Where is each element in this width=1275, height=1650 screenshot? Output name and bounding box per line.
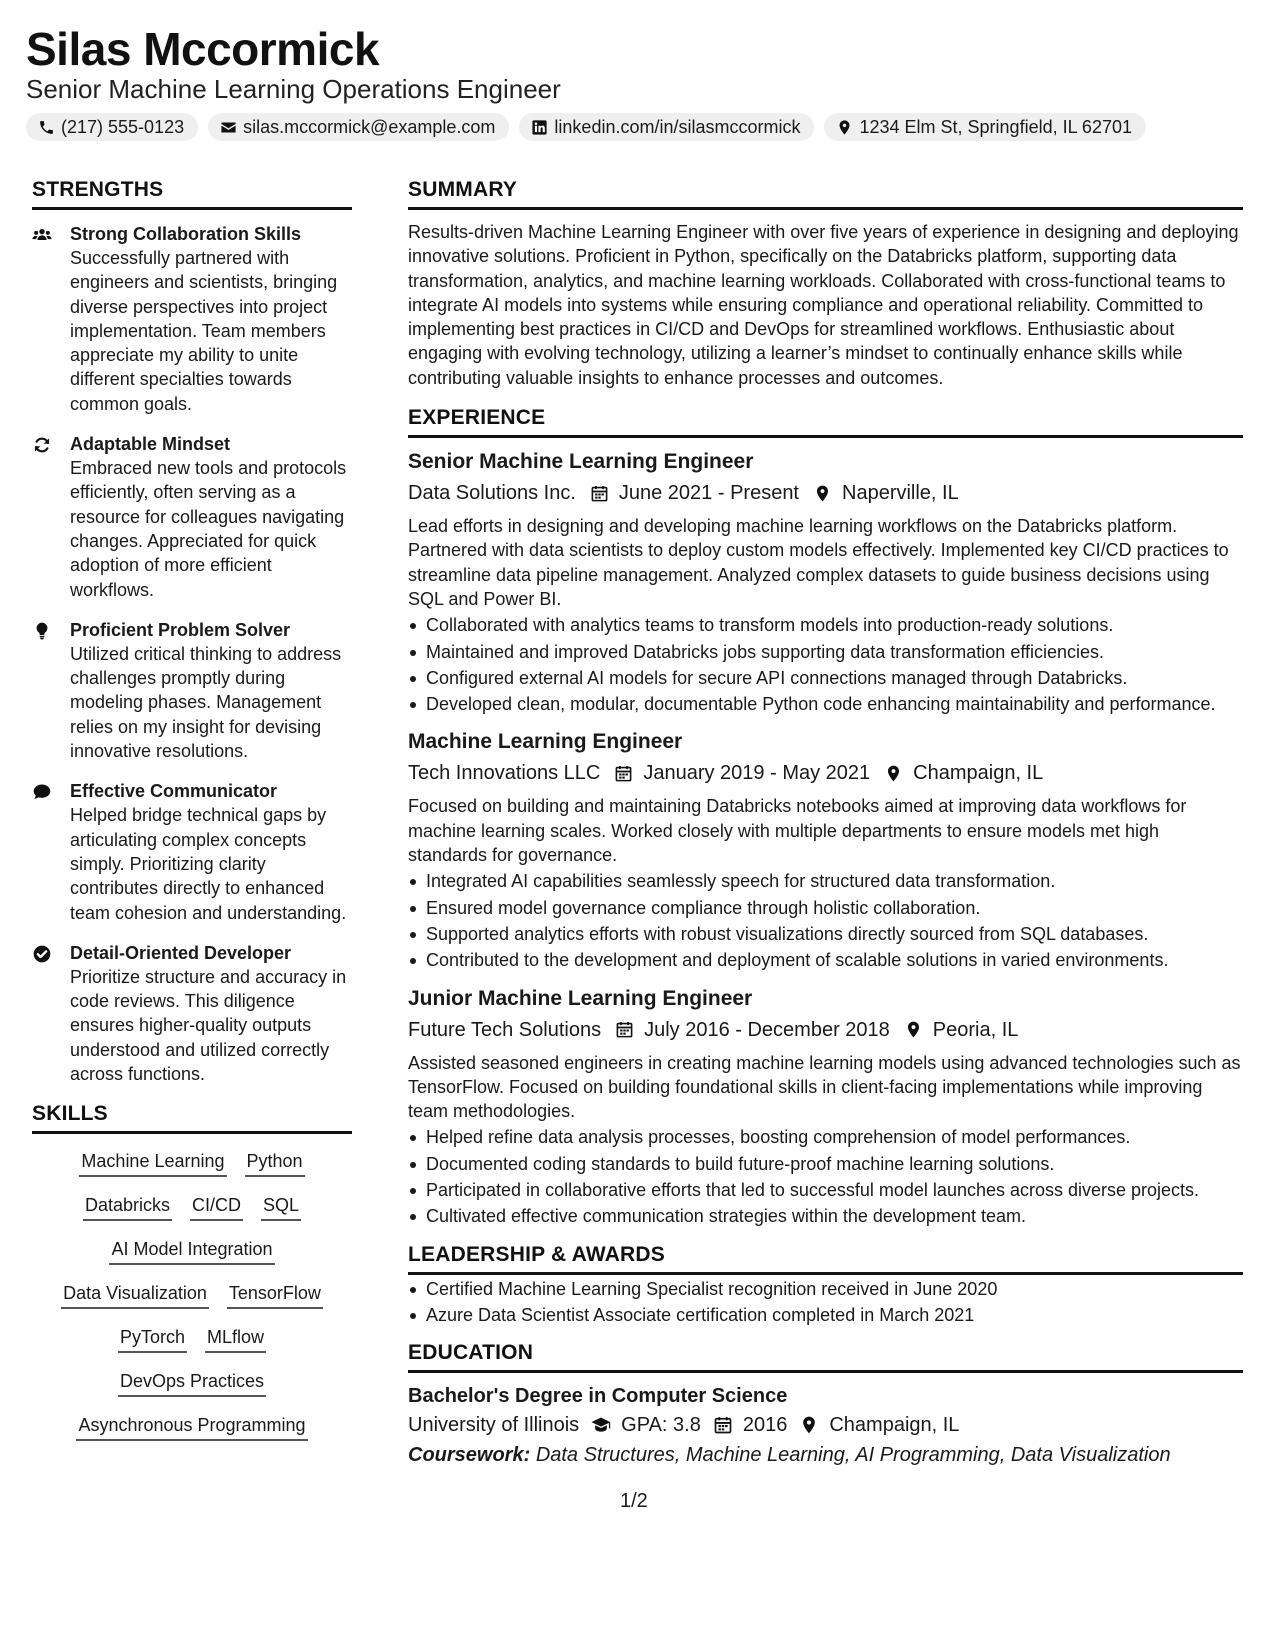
coursework-list: Data Structures, Machine Learning, AI Programming, Data Visualization [535,1444,1171,1467]
skills-heading: SKILLS [32,1102,352,1134]
education-school: University of Illinois [408,1414,580,1437]
calendar-icon [614,764,633,783]
contact-linkedin-text: linkedin.com/in/silasmccormick [554,116,801,137]
job-bullet: Helped refine data analysis processes, boosting comprehension of model performances. [408,1125,1243,1149]
graduation-cap-icon [591,1415,611,1435]
job-meta [408,478,1243,508]
strength-desc: Prioritize structure and accuracy in code reviews. This diligence ensures higher-quality outputs understood and utilized correctly across functions. [70,966,347,1085]
envelope-icon [220,119,237,136]
job-meta [408,1015,1243,1045]
leadership-heading: LEADERSHIP & AWARDS [408,1243,1243,1275]
map-pin-icon [799,1415,819,1435]
job-bullet: Documented coding standards to build future-proof machine learning solutions. [408,1152,1243,1176]
calendar-icon [713,1415,733,1435]
map-pin-icon [813,484,832,503]
strength-title: Effective Communicator [70,781,278,802]
job-title: Machine Learning Engineer [408,730,683,754]
skill-tag: MLflow [205,1324,266,1353]
education-meta [408,1410,1243,1440]
skill-row [76,1412,307,1441]
job-company: Tech Innovations LLC [408,762,601,785]
summary-heading: SUMMARY [408,178,1243,210]
job-bullet: Maintained and improved Databricks jobs supporting data transformation efficiencies. [408,640,1243,664]
job-bullets [408,1125,1243,1228]
skill-tag: Machine Learning [79,1148,226,1177]
map-pin-icon [884,764,903,783]
job-bullet: Collaborated with analytics teams to transform models into production-ready solutions. [408,613,1243,637]
strength-item [32,779,352,924]
lightbulb-icon [32,621,52,641]
contact-email[interactable] [208,113,509,141]
skill-tag: Asynchronous Programming [76,1412,307,1441]
left-column [32,178,352,1456]
strength-title: Adaptable Mindset [70,434,231,455]
skill-tag: Python [245,1148,305,1177]
skill-tag: CI/CD [190,1192,243,1221]
job-title: Senior Machine Learning Engineer [408,450,754,474]
skill-row [61,1280,323,1309]
job-company: Data Solutions Inc. [408,482,576,505]
strength-title: Proficient Problem Solver [70,619,291,640]
job-location: Champaign, IL [913,762,1044,785]
skill-tag: Databricks [83,1192,172,1221]
contact-phone[interactable] [26,113,198,141]
education-heading: EDUCATION [408,1341,1243,1373]
phone-icon [38,119,55,136]
education-location: Champaign, IL [829,1414,960,1437]
comment-icon [32,782,52,802]
strengths-heading: STRENGTHS [32,178,352,210]
users-icon [32,225,52,245]
job-bullet: Integrated AI capabilities seamlessly speech for structured data transformation. [408,869,1243,893]
skill-row [83,1192,301,1221]
strength-desc: Successfully partnered with engineers and scientists, bringing diverse perspectives into project implementation. Team members appreciate my ability to unite different specialties towards common goals. [70,248,338,414]
experience-heading: EXPERIENCE [408,406,1243,438]
skill-tag: SQL [261,1192,301,1221]
contact-email-text: silas.mccormick@example.com [243,116,496,137]
strength-item [32,432,352,602]
skill-tag: TensorFlow [227,1280,323,1309]
strength-desc: Utilized critical thinking to address challenges promptly during modeling phases. Management relies on my insight for devising innovative resolutions. [70,643,342,762]
job-title: Junior Machine Learning Engineer [408,986,753,1010]
education-degree: Bachelor's Degree in Computer Science [408,1385,788,1408]
candidate-name: Silas Mccormick [26,23,380,75]
contact-bar [26,113,1146,141]
job-entry [408,985,1243,1229]
summary-text: Results-driven Machine Learning Engineer with over five years of experience in designing and deploying innovative solutions. Proficient in Python, specifically on the Databricks platform, supporting data transformation, analytics, and machine learning workloads. Collaborated with cross-functional teams to integrate AI models into systems while ensuring compliance and operational reliability. Committed to implementing best practices in CI/CD and DevOps for streamlined workflows. Enthusiastic about engaging with evolving technology, utilizing a learner’s mindset to continually enhance skills while contributing valuable insights to enhance processes and outcomes. [408,222,1239,388]
contact-linkedin[interactable] [519,113,814,141]
education-coursework [408,1442,1243,1469]
job-bullet: Configured external AI models for secure API connections managed through Databricks. [408,666,1243,690]
skill-tag: PyTorch [118,1324,187,1353]
skill-row [118,1368,266,1397]
job-bullet: Cultivated effective communication strategies within the development team. [408,1204,1243,1228]
strengths-list [32,222,352,1086]
job-bullet: Developed clean, modular, documentable Python code enhancing maintainability and performance. [408,692,1243,716]
job-bullet: Ensured model governance compliance through holistic collaboration. [408,896,1243,920]
map-pin-icon [904,1020,923,1039]
skill-tag: DevOps Practices [118,1368,266,1397]
job-dates: July 2016 - December 2018 [644,1018,890,1041]
contact-address[interactable] [824,113,1146,141]
education-year: 2016 [742,1414,788,1437]
job-bullet: Contributed to the development and deployment of scalable solutions in varied environments. [408,948,1243,972]
sync-icon [32,435,52,455]
skill-tag: Data Visualization [61,1280,209,1309]
leadership-list [408,1277,1243,1328]
strength-item [32,618,352,763]
job-location: Peoria, IL [932,1018,1019,1041]
strength-title: Strong Collaboration Skills [70,224,302,244]
strength-title: Detail-Oriented Developer [70,942,292,963]
contact-phone-text: (217) 555-0123 [61,116,185,137]
job-bullet: Supported analytics efforts with robust visualizations directly sourced from SQL databases. [408,922,1243,946]
map-pin-icon [836,119,853,136]
coursework-label: Coursework: [408,1444,531,1467]
job-location: Naperville, IL [842,482,959,505]
job-dates: January 2019 - May 2021 [643,762,871,785]
job-company: Future Tech Solutions [408,1018,602,1041]
job-entry [408,728,1243,972]
calendar-icon [590,484,609,503]
skill-row [109,1236,274,1265]
job-bullets [408,613,1243,716]
skill-tag: AI Model Integration [109,1236,274,1265]
job-entry [408,448,1243,716]
skills-list [32,1148,352,1456]
job-bullets [408,869,1243,972]
leadership-item: Certified Machine Learning Specialist recognition received in June 2020 [408,1277,1243,1301]
job-description: Assisted seasoned engineers in creating machine learning models using advanced technologies such as TensorFlow. Focused on building foundational skills in client-facing implementations while improving team methodologies. [408,1052,1241,1122]
job-description: Lead efforts in designing and developing machine learning workflows on the Databricks platform. Partnered with data scientists to deploy custom models effectively. Implemented key CI/CD practices to streamline data pipeline management. Analyzed complex datasets to guide business decisions using SQL and Power BI. [408,516,1229,609]
contact-address-text: 1234 Elm St, Springfield, IL 62701 [859,116,1132,137]
strength-item [32,222,352,416]
linkedin-icon [531,119,548,136]
skill-row [79,1148,304,1177]
skill-row [118,1324,266,1353]
job-meta [408,758,1243,788]
job-dates: June 2021 - Present [618,482,799,505]
strength-desc: Embraced new tools and protocols efficiently, often serving as a resource for colleagues navigating changes. Appreciated for quick adoption of more efficient workflows. [70,458,347,600]
check-circle-icon [32,944,52,964]
candidate-title: Senior Machine Learning Operations Engineer [26,74,561,104]
page-number: 1/2 [620,1490,648,1512]
job-description: Focused on building and maintaining Databricks notebooks aimed at improving data workflows for machine learning scales. Worked closely with multiple departments to ensure models met high standards for governance. [408,796,1187,866]
education-gpa: GPA: 3.8 [621,1414,701,1437]
leadership-item: Azure Data Scientist Associate certification completed in March 2021 [408,1303,1243,1327]
strength-item [32,941,352,1086]
strength-desc: Helped bridge technical gaps by articulating complex concepts simply. Prioritizing clarity contributes directly to enhanced team cohesion and understanding. [70,805,347,923]
job-bullet: Participated in collaborative efforts that led to successful model launches across diverse projects. [408,1178,1243,1202]
right-column [408,178,1243,1469]
calendar-icon [615,1020,634,1039]
